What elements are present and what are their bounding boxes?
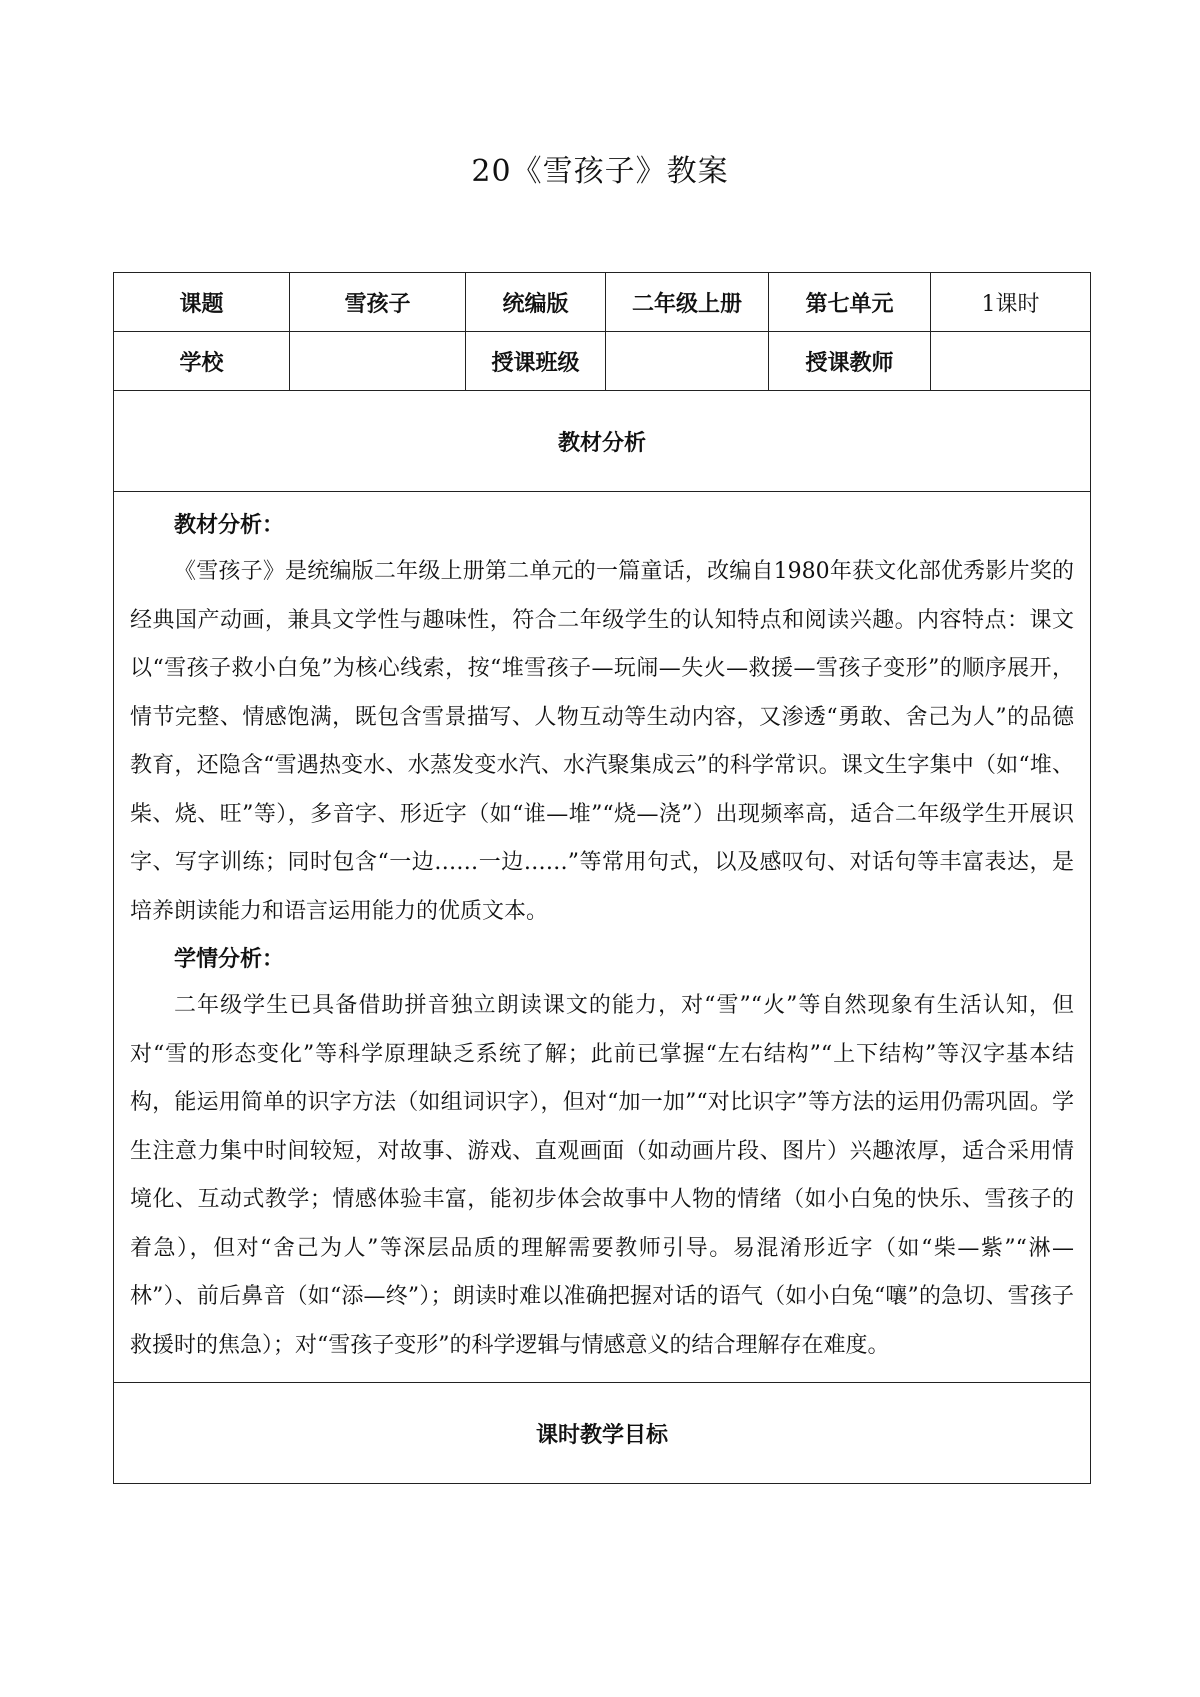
- edition-cell: 统编版: [466, 273, 606, 332]
- info-row-school: [114, 332, 1091, 391]
- learner-text: 二年级学生已具备借助拼音独立朗读课文的能力，对“雪”“火”等自然现象有生活认知，但对“雪的形态变化”等科学原理缺乏系统了解；此前已掌握“左右结构”“上下结构”等汉字基本结构，能运用简单的识字方法（如组词识字），但对“加一加”“对比识字”等方法的运用仍需巩固。学生注意力集中时间较短，对故事、游戏、直观画面（如动画片段、图片）兴趣浓厚，适合采用情境化、互动式教学；情感体验丰富，能初步体会故事中人物的情绪（如小白兔的快乐、雪孩子的着急），但对“舍己为人”等深层品质的理解需要教师引导。易混淆形近字（如“柴—紫”“淋—林”）、前后鼻音（如“添—终”）；朗读时难以准确把握对话的语气（如小白兔“嚷”的急切、雪孩子救援时的焦急）；对“雪孩子变形”的科学逻辑与情感意义的结合理解存在难度。: [130, 993, 1074, 1358]
- lesson-plan-table: [113, 272, 1091, 1484]
- material-text: 《雪孩子》是统编版二年级上册第二单元的一篇童话，改编自1980年获文化部优秀影片奖的经典国产动画，兼具文学性与趣味性，符合二年级学生的认知特点和阅读兴趣。内容特点：课文以“雪孩子救小白兔”为核心线索，按“堆雪孩子—玩闹—失火—救援—雪孩子变形”的顺序展开，情节完整、情感饱满，既包含雪景描写、人物互动等生动内容，又渗透“勇敢、舍己为人”的品德教育，还隐含“雪遇热变水、水蒸发变水汽、水汽聚集成云”的科学常识。课文生字集中（如“堆、柴、烧、旺”等），多音字、形近字（如“谁—堆”“烧—浇”）出现频率高，适合二年级学生开展识字、写字训练；同时包含“一边……一边……”等常用句式，以及感叹句、对话句等丰富表达，是培养朗读能力和语言运用能力的优质文本。: [130, 559, 1074, 924]
- teacher-label: 授课教师: [769, 332, 931, 391]
- topic-value: 雪孩子: [290, 273, 466, 332]
- class-label: 授课班级: [466, 332, 606, 391]
- material-header: 教材分析: [114, 391, 1091, 492]
- grade-cell: 二年级上册: [606, 273, 769, 332]
- unit-cell: 第七单元: [769, 273, 931, 332]
- class-value: [606, 332, 769, 391]
- learner-subhead: 学情分析：: [174, 946, 285, 972]
- objectives-header: 课时教学目标: [114, 1383, 1091, 1484]
- analysis-row: [114, 492, 1091, 1383]
- topic-label: 课题: [114, 273, 290, 332]
- school-label: 学校: [114, 332, 290, 391]
- material-subhead: 教材分析：: [174, 512, 285, 538]
- info-row-topic: [114, 273, 1091, 332]
- school-value: [290, 332, 466, 391]
- material-header-row: [114, 391, 1091, 492]
- periods-cell: 1课时: [931, 273, 1091, 332]
- page-title: 20《雪孩子》教案: [471, 154, 729, 189]
- objectives-header-row: [114, 1383, 1091, 1484]
- teacher-value: [931, 332, 1091, 391]
- analysis-cell: [114, 492, 1091, 1383]
